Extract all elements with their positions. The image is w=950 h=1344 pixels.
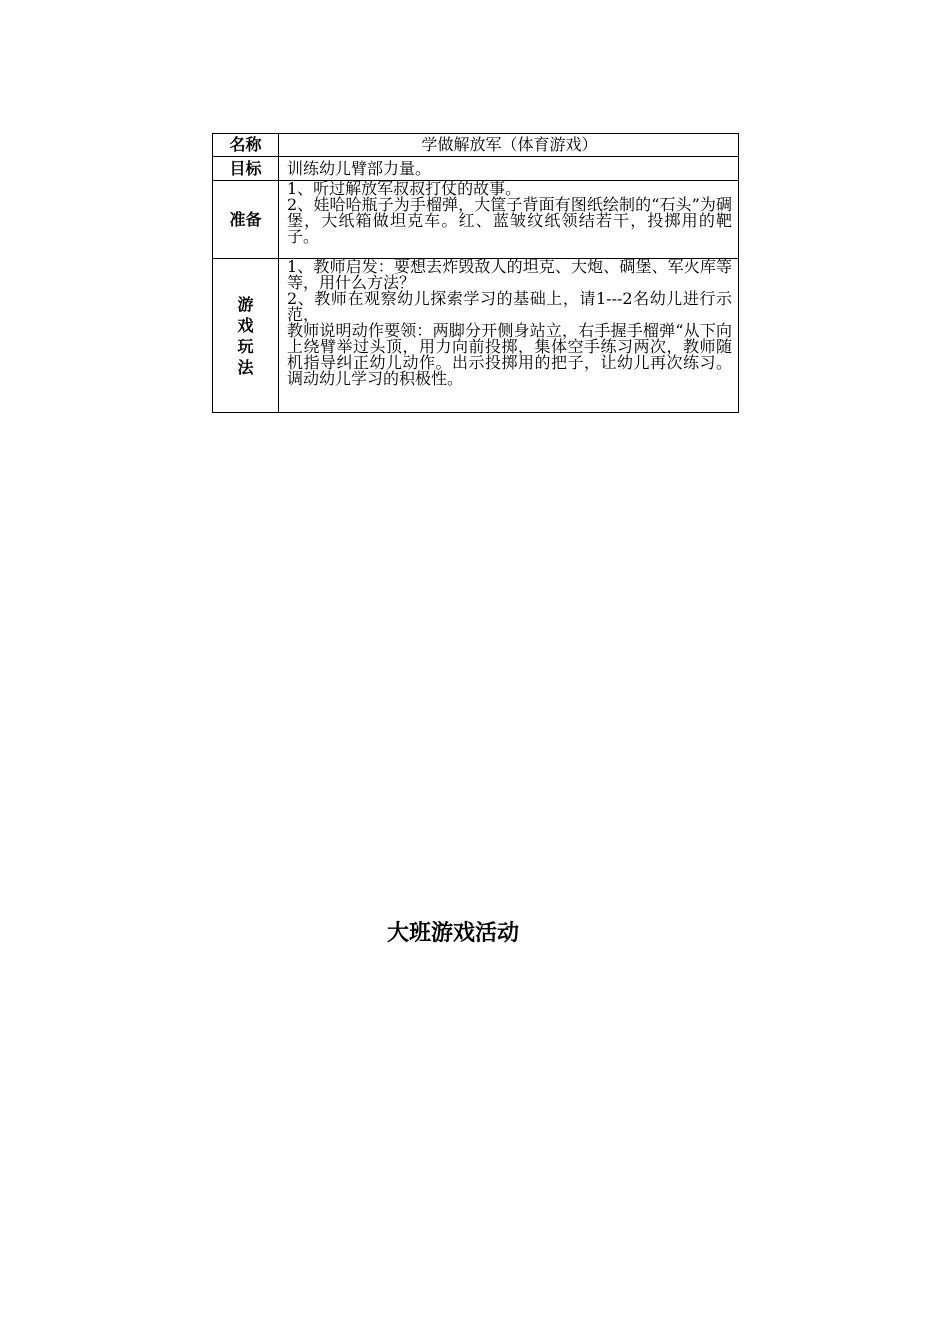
preparation-label: 准备 [213,181,279,259]
gameplay-line: 1、教师启发：要想去炸毁敌人的坦克、大炮、碉堡、军火库等等，用什么方法？ [287,257,732,292]
goal-label: 目标 [213,157,279,181]
table-row-name [213,134,739,157]
name-label: 名称 [213,134,279,157]
activity-name: 学做解放军（体育游戏） [279,134,739,157]
section-title: 大班游戏活动 [386,921,519,946]
table-row-preparation [213,181,739,259]
goal-text: 训练幼儿臂部力量。 [279,157,739,181]
table-row-gameplay [213,259,739,413]
activity-plan-table [212,133,739,413]
gameplay-label-cell [213,259,279,413]
preparation-content [279,181,739,259]
gameplay-label: 游戏玩法 [237,294,254,377]
gameplay-line: 2、教师在观察幼儿探索学习的基础上，请1---2名幼儿进行示范， [287,289,732,324]
gameplay-line: 教师说明动作要领：两脚分开侧身站立，右手握手榴弹“从下向上绕臂举过头顶，用力向前投掷，集体空手练习两次，教师随机指导纠正幼儿动作。出示投掷用的把子，让幼儿再次练习。调动幼儿学习的积极性。 [287,321,732,388]
preparation-line: 2、娃哈哈瓶子为手榴弹，大筐子背面有图纸绘制的“石头”为碉堡，大纸箱做坦克车。红、蓝皱纹纸领结若干，投掷用的靶子。 [287,195,732,246]
preparation-line: 1、听过解放军叔叔打仗的故事。 [287,179,522,198]
table-row-goal [213,157,739,181]
gameplay-content [279,259,739,413]
